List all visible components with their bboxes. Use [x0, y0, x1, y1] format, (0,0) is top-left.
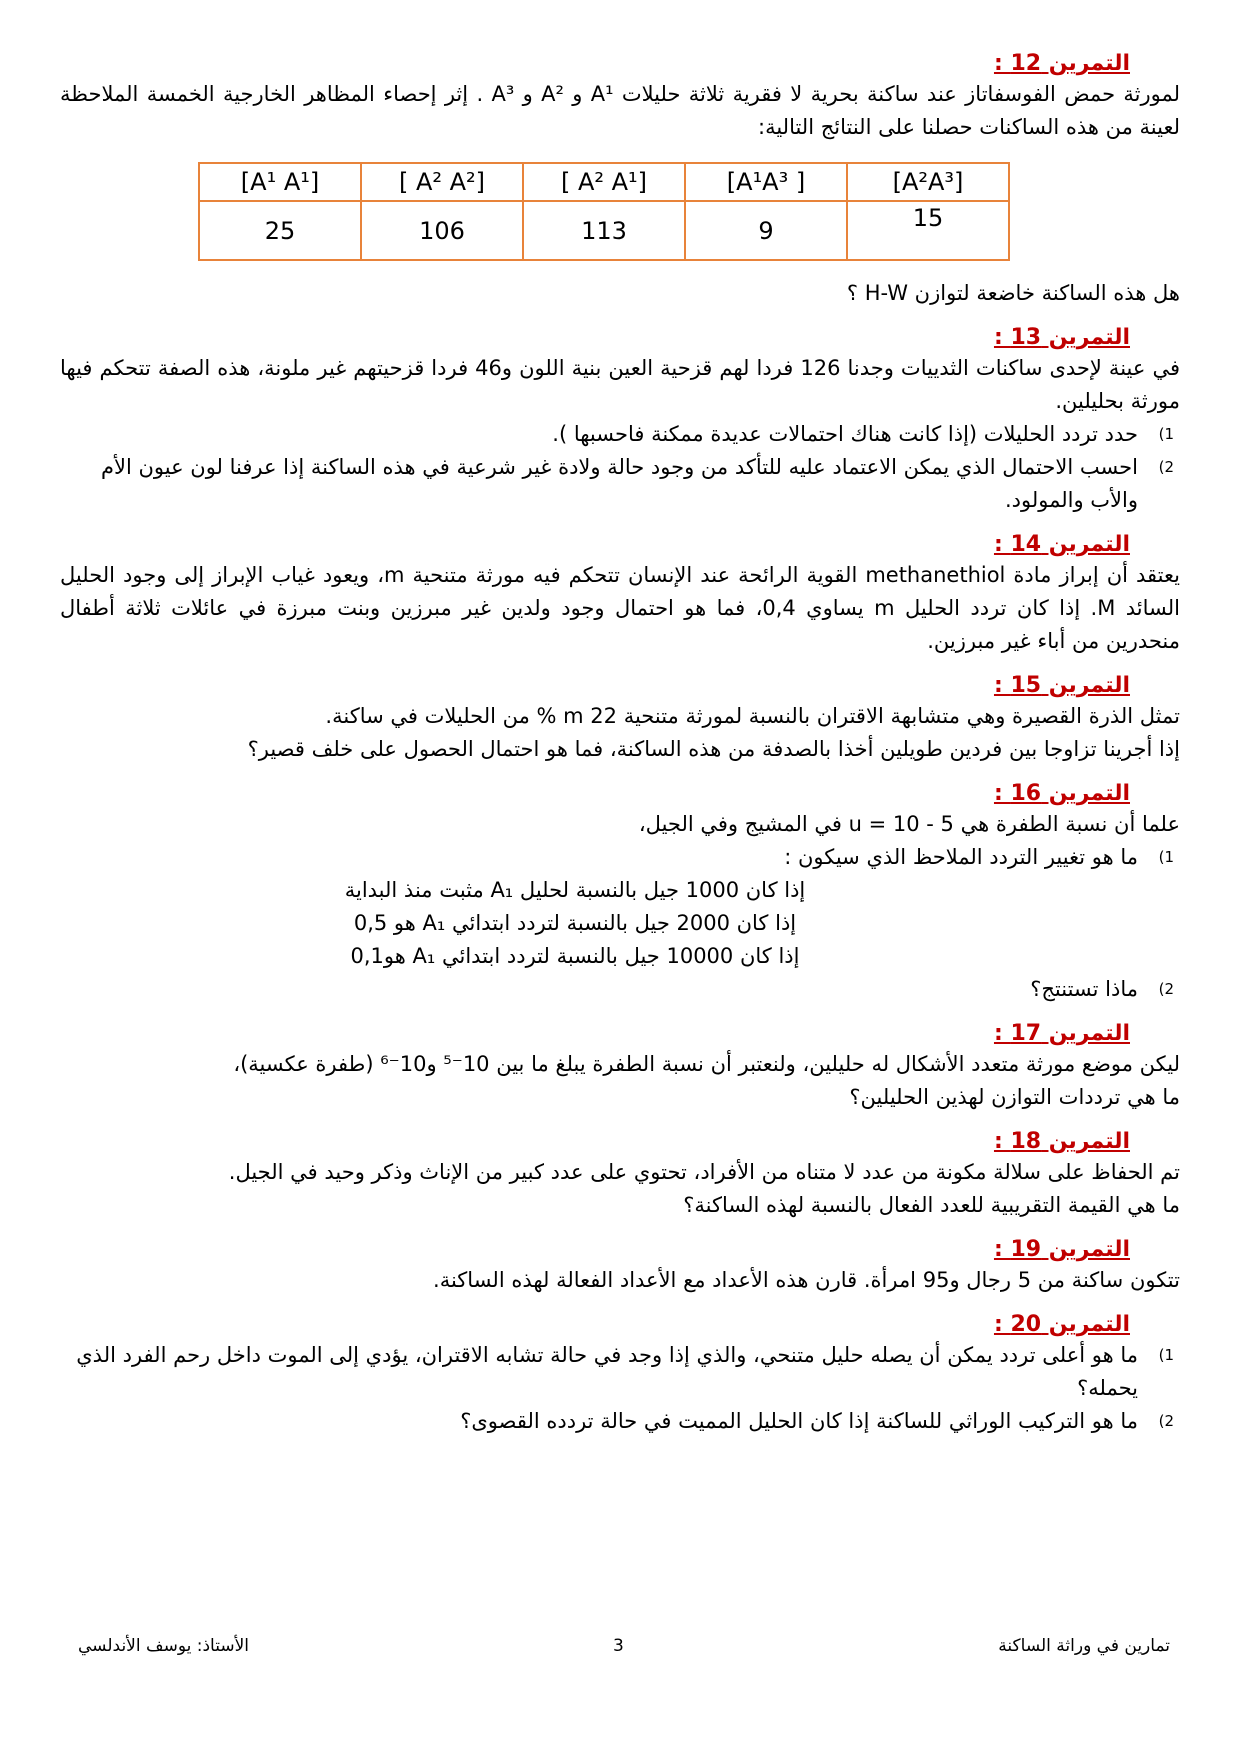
exercise-14-title: التمرين 14 : — [993, 532, 1130, 557]
exercise-15-line-2: إذا أجرينا تزاوجا بين فردين طويلين أخذا بالصدفة من هذه الساكنة، فما هو احتمال الحصول على خلف قصير؟ — [247, 737, 1180, 761]
list-item — [60, 418, 1180, 451]
exercise-18-line-1: تم الحفاظ على سلالة مكونة من عدد لا متناه من الأفراد، تحتوي على عدد كبير من الإناث وذكر وحيد في الجيل. — [228, 1160, 1180, 1184]
item-number: 2) — [1158, 1412, 1174, 1430]
exercise-16-title: التمرين 16 : — [993, 781, 1130, 806]
exercise-12-text: لمورثة حمض الفوسفاتاز عند ساكنة بحرية لا فقرية ثلاثة حليلات A¹ و A² و A³ . إثر إحصاء المظاهر الخارجية الخمسة الملاحظة لعينة من هذه الساكنات حصلنا على النتائج التالية: — [60, 82, 1181, 139]
exercise-14 — [60, 531, 1180, 658]
exercise-18-line-2: ما هي القيمة التقريبية للعدد الفعال بالنسبة لهذه الساكنة؟ — [683, 1193, 1180, 1217]
exercise-19 — [60, 1236, 1180, 1297]
exercise-18-title: التمرين 18 : — [993, 1129, 1130, 1154]
case-line: إذا كان 1000 جيل بالنسبة لحليل A₁ مثبت منذ البداية — [344, 878, 806, 902]
exercise-14-text: يعتقد أن إبراز مادة methanethiol القوية الرائحة عند الإنسان تتحكم فيه مورثة متنحية m، ويعود غياب الإبراز إلى وجود الحليل السائد M. إذا كان تردد الحليل m يساوي 0,4، فما هو احتمال وجود ولدين غير مبرزين وبنت مبرزة في عائلات ثلاثة أطفال منحدرين من أباء غير مبرزين. — [60, 563, 1181, 653]
list-item — [60, 973, 1180, 1006]
item-number: 2) — [1158, 458, 1174, 476]
genotype-value-cell: 106 — [361, 201, 523, 260]
genotype-value-cell: 113 — [523, 201, 685, 260]
list-item — [60, 841, 1180, 874]
genotype-value-cell: 25 — [199, 201, 361, 260]
exercise-13-title: التمرين 13 : — [993, 325, 1130, 350]
exercise-15-line-1: تمثل الذرة القصيرة وهي متشابهة الاقتران بالنسبة لمورثة متنحية m 22 % من الحليلات في ساكنة. — [325, 704, 1180, 728]
case-line: إذا كان 10000 جيل بالنسبة لتردد ابتدائي A₁ هو0,1 — [350, 944, 800, 968]
footer-document-title: تمارين في وراثة الساكنة — [998, 1636, 1170, 1656]
document-page — [60, 50, 1180, 1452]
genotype-table-value-row — [199, 201, 1009, 260]
exercise-13-questions — [60, 418, 1180, 517]
item-text: ما هو التركيب الوراثي للساكنة إذا كان الحليل المميت في حالة تردده القصوى؟ — [460, 1409, 1138, 1433]
item-number: 1) — [1158, 1346, 1174, 1364]
item-number: 1) — [1158, 425, 1174, 443]
exercise-16-cases — [60, 874, 1180, 973]
exercise-18 — [60, 1128, 1180, 1222]
item-text: ماذا تستنتج؟ — [1030, 977, 1138, 1001]
genotype-header-cell: [A¹ A¹] — [199, 163, 361, 201]
genotype-header-cell: [ A² A²] — [361, 163, 523, 201]
genotype-header-cell: [ A² A¹] — [523, 163, 685, 201]
list-item — [60, 451, 1180, 517]
item-text: حدد تردد الحليلات (إذا كانت هناك احتمالات عديدة ممكنة فاحسبها ). — [552, 422, 1138, 446]
exercise-20-questions — [60, 1339, 1180, 1438]
item-text: ما هو تغيير التردد الملاحظ الذي سيكون : — [784, 845, 1138, 869]
exercise-16-questions-2 — [60, 973, 1180, 1006]
exercise-19-title: التمرين 19 : — [993, 1237, 1130, 1262]
genotype-table-header-row — [199, 163, 1009, 201]
exercise-16-questions — [60, 841, 1180, 874]
exercise-12-title: التمرين 12 : — [993, 51, 1130, 76]
genotype-header-cell: [A²A³] — [847, 163, 1009, 201]
exercise-20-title: التمرين 20 : — [993, 1312, 1130, 1337]
case-line: إذا كان 2000 جيل بالنسبة لتردد ابتدائي A₁ هو 0,5 — [353, 911, 797, 935]
exercise-17-line-2: ما هي ترددات التوازن لهذين الحليلين؟ — [849, 1085, 1180, 1109]
exercise-19-text: تتكون ساكنة من 5 رجال و95 امرأة. قارن هذه الأعداد مع الأعداد الفعالة لهذه الساكنة. — [433, 1268, 1180, 1292]
exercise-15 — [60, 672, 1180, 766]
genotype-value-cell: 9 — [685, 201, 847, 260]
exercise-12-question: هل هذه الساكنة خاضعة لتوازن H-W ؟ — [846, 281, 1180, 305]
list-item — [60, 1339, 1180, 1405]
genotype-header-cell: [A¹A³ ] — [685, 163, 847, 201]
exercise-17-title: التمرين 17 : — [993, 1021, 1130, 1046]
exercise-13-text: في عينة لإحدى ساكنات الثدييات وجدنا 126 فردا لهم قزحية العين بنية اللون و46 فردا قزحيتهم غير ملونة، هذه الصفة تتحكم فيها مورثة بحليلين. — [60, 356, 1180, 413]
exercise-12 — [60, 50, 1180, 310]
list-item — [60, 1405, 1180, 1438]
item-text: احسب الاحتمال الذي يمكن الاعتماد عليه للتأكد من وجود حالة ولادة غير شرعية في هذه الساكنة إذا عرفنا لون عيون الأم والأب والمولود. — [100, 455, 1138, 512]
exercise-15-title: التمرين 15 : — [993, 673, 1130, 698]
item-number: 2) — [1158, 980, 1174, 998]
footer-author: الأستاذ: يوسف الأندلسي — [78, 1636, 250, 1656]
exercise-16 — [60, 780, 1180, 1006]
exercise-16-text: علما أن نسبة الطفرة هي u = 10 - 5 في المشيج وفي الجيل، — [638, 812, 1180, 836]
item-number: 1) — [1158, 848, 1174, 866]
page-footer — [0, 1636, 1240, 1666]
exercise-13 — [60, 324, 1180, 517]
exercise-17 — [60, 1020, 1180, 1114]
exercise-17-line-1: ليكن موضع مورثة متعدد الأشكال له حليلين، ولنعتبر أن نسبة الطفرة يبلغ ما بين 10⁻⁵ و10⁻⁶ (طفرة عكسية)، — [233, 1052, 1180, 1076]
genotype-value-cell: 15 — [847, 201, 1009, 260]
footer-page-number: 3 — [613, 1636, 624, 1656]
exercise-20 — [60, 1311, 1180, 1438]
item-text: ما هو أعلى تردد يمكن أن يصله حليل متنحي، والذي إذا وجد في حالة تشابه الاقتران، يؤدي إلى الموت داخل رحم الفرد الذي يحمله؟ — [76, 1343, 1138, 1400]
genotype-table — [198, 162, 1010, 261]
